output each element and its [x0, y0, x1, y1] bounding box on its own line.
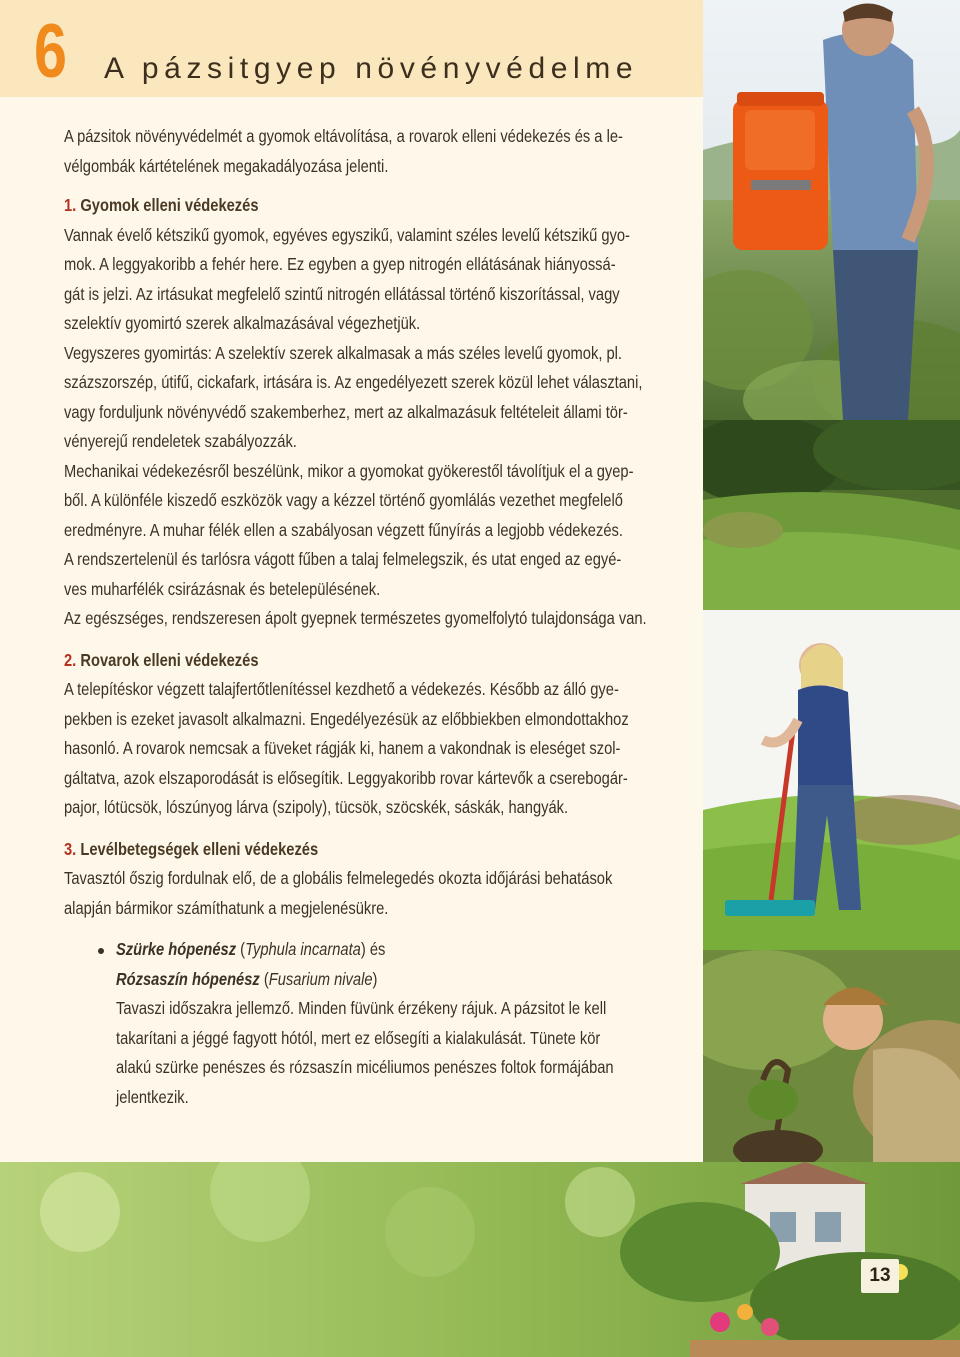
disease-name: Rózsaszín hópenész	[116, 968, 260, 989]
paren-close: ) és	[360, 939, 386, 959]
text-line: vélgombák kártételének megakadályozása jelenti.	[64, 155, 389, 176]
text-line: Tavaszi időszakra jellemző. Minden füvünk érzékeny rájuk. A pázsitot le kell	[116, 998, 607, 1018]
text-line: hasonló. A rovarok nemcsak a füveket rágják ki, hanem a vakondnak is eleséget szol-	[64, 738, 621, 758]
text-line: vagy forduljunk növényvédő szakemberhez, mert az alkalmazásuk feltételeit állami tör-	[64, 401, 628, 422]
text-line: A telepítéskor végzett talajfertőtlenítéssel kezdhető a védekezés. Később az álló gye-	[64, 679, 619, 699]
text-line: A pázsitok növényvédelmét a gyomok eltávolítása, a rovarok elleni védekezés és a le-	[64, 126, 623, 146]
photo-boy-watering	[703, 950, 960, 1162]
disease-name-line	[116, 965, 586, 995]
section-title: Levélbetegségek elleni védekezés	[80, 838, 319, 859]
section-title: Rovarok elleni védekezés	[80, 649, 259, 670]
text-line: ves muharfélék csirázásnak és betelepülésének.	[64, 578, 381, 599]
text-line: Tavasztól őszig fordulnak elő, de a globális felmelegedés okozta időjárási behatások	[64, 868, 613, 888]
section-number: 3.	[64, 838, 77, 859]
paren-close: )	[372, 968, 378, 989]
section-title: Gyomok elleni védekezés	[80, 195, 259, 215]
text-line: jelentkezik.	[116, 1086, 189, 1107]
page-number: 13	[861, 1259, 899, 1293]
text-line: A rendszertelenül és tarlósra vágott fűben a talaj felmelegszik, és utat enged az egyé-	[64, 549, 622, 569]
text-line: pajor, lótücsök, lószúnyog lárva (szipoly), tücsök, szöcskék, sáskák, hangyák.	[64, 797, 569, 817]
text-line: Mechanikai védekezésről beszélünk, mikor a gyomokat gyökerestől távolítjuk el a gyep-	[64, 460, 634, 481]
section-body-weeds	[64, 221, 676, 634]
photo-garden-bed	[0, 1162, 960, 1357]
text-line: alakú szürke penészes és rózsaszín micéliumos penészes foltok formájában	[116, 1057, 614, 1077]
section-body-leaf-diseases	[64, 864, 676, 923]
text-line: pekben is ezeket javasolt alkalmazni. Engedélyezésük az előbbiekben elmondottakhoz	[64, 708, 629, 729]
chapter-title: A pázsitgyep növényvédelme	[104, 52, 639, 85]
section-heading-insects	[64, 646, 578, 676]
paren-open: (	[259, 968, 269, 989]
section-heading-leaf-diseases	[64, 835, 578, 865]
photo-woman-raking	[703, 610, 960, 950]
text-line: takarítani a jéggé fagyott hótól, mert ez elősegíti a kialakulását. Tünete kör	[116, 1027, 601, 1048]
section-number: 2.	[64, 649, 77, 670]
section-number: 1.	[64, 195, 77, 215]
intro-paragraph	[64, 122, 676, 181]
photo-lawn-garden	[703, 420, 960, 610]
text-line: Vegyszeres gyomirtás: A szelektív szerek alkalmasak a más széles levelű gyomok, pl.	[64, 342, 623, 363]
disease-name: Szürke hópenész	[116, 939, 237, 959]
text-line: ből. A különféle kiszedő eszközök vagy a kézzel történő gyomlálás vezethet megfelelő	[64, 490, 623, 510]
disease-bullet	[64, 935, 676, 1112]
text-line: alapján bármikor számíthatunk a megjelenésükre.	[64, 897, 389, 918]
paren-open: (	[236, 939, 246, 959]
photo-sprayer	[703, 0, 960, 420]
text-line: eredményre. A muhar félék ellen a szabályosan végzett fűnyírás a legjobb védekezés.	[64, 519, 623, 540]
text-line: százszorszép, útifű, cickafark, irtására is. Az engedélyezett szerek közül lehet választani,	[64, 372, 643, 392]
photo-column	[703, 0, 960, 1162]
text-line: szelektív gyomirtó szerek alkalmazásával végezhetjük.	[64, 313, 421, 333]
text-line: Az egészséges, rendszeresen ápolt gyepnek természetes gyomelfolytó tulajdonsága van.	[64, 608, 647, 628]
disease-name-line	[116, 935, 586, 965]
section-body-insects	[64, 675, 676, 823]
section-heading-weeds	[64, 191, 578, 221]
latin-name: Fusarium nivale	[268, 968, 373, 989]
main-text	[64, 122, 676, 1112]
text-line: gát is jelzi. Az irtásukat megfelelő szintű nitrogén ellátással történő kiszorítással, vagy	[64, 283, 620, 304]
text-line: vényerejű rendeletek szabályozzák.	[64, 431, 297, 451]
bullet-icon	[98, 948, 104, 954]
text-line: mok. A leggyakoribb a fehér here. Ez egyben a gyep nitrogén ellátásának hiányossá-	[64, 254, 616, 274]
chapter-number: 6	[34, 9, 67, 94]
text-line: Vannak évelő kétszikű gyomok, egyéves egyszikű, valamint széles levelű kétszikű gyo-	[64, 224, 630, 245]
latin-name: Typhula incarnata	[245, 939, 361, 959]
text-line: gáltatva, azok elszaporodását is elősegítik. Leggyakoribb rovar kártevők a cserebogár-	[64, 767, 628, 788]
